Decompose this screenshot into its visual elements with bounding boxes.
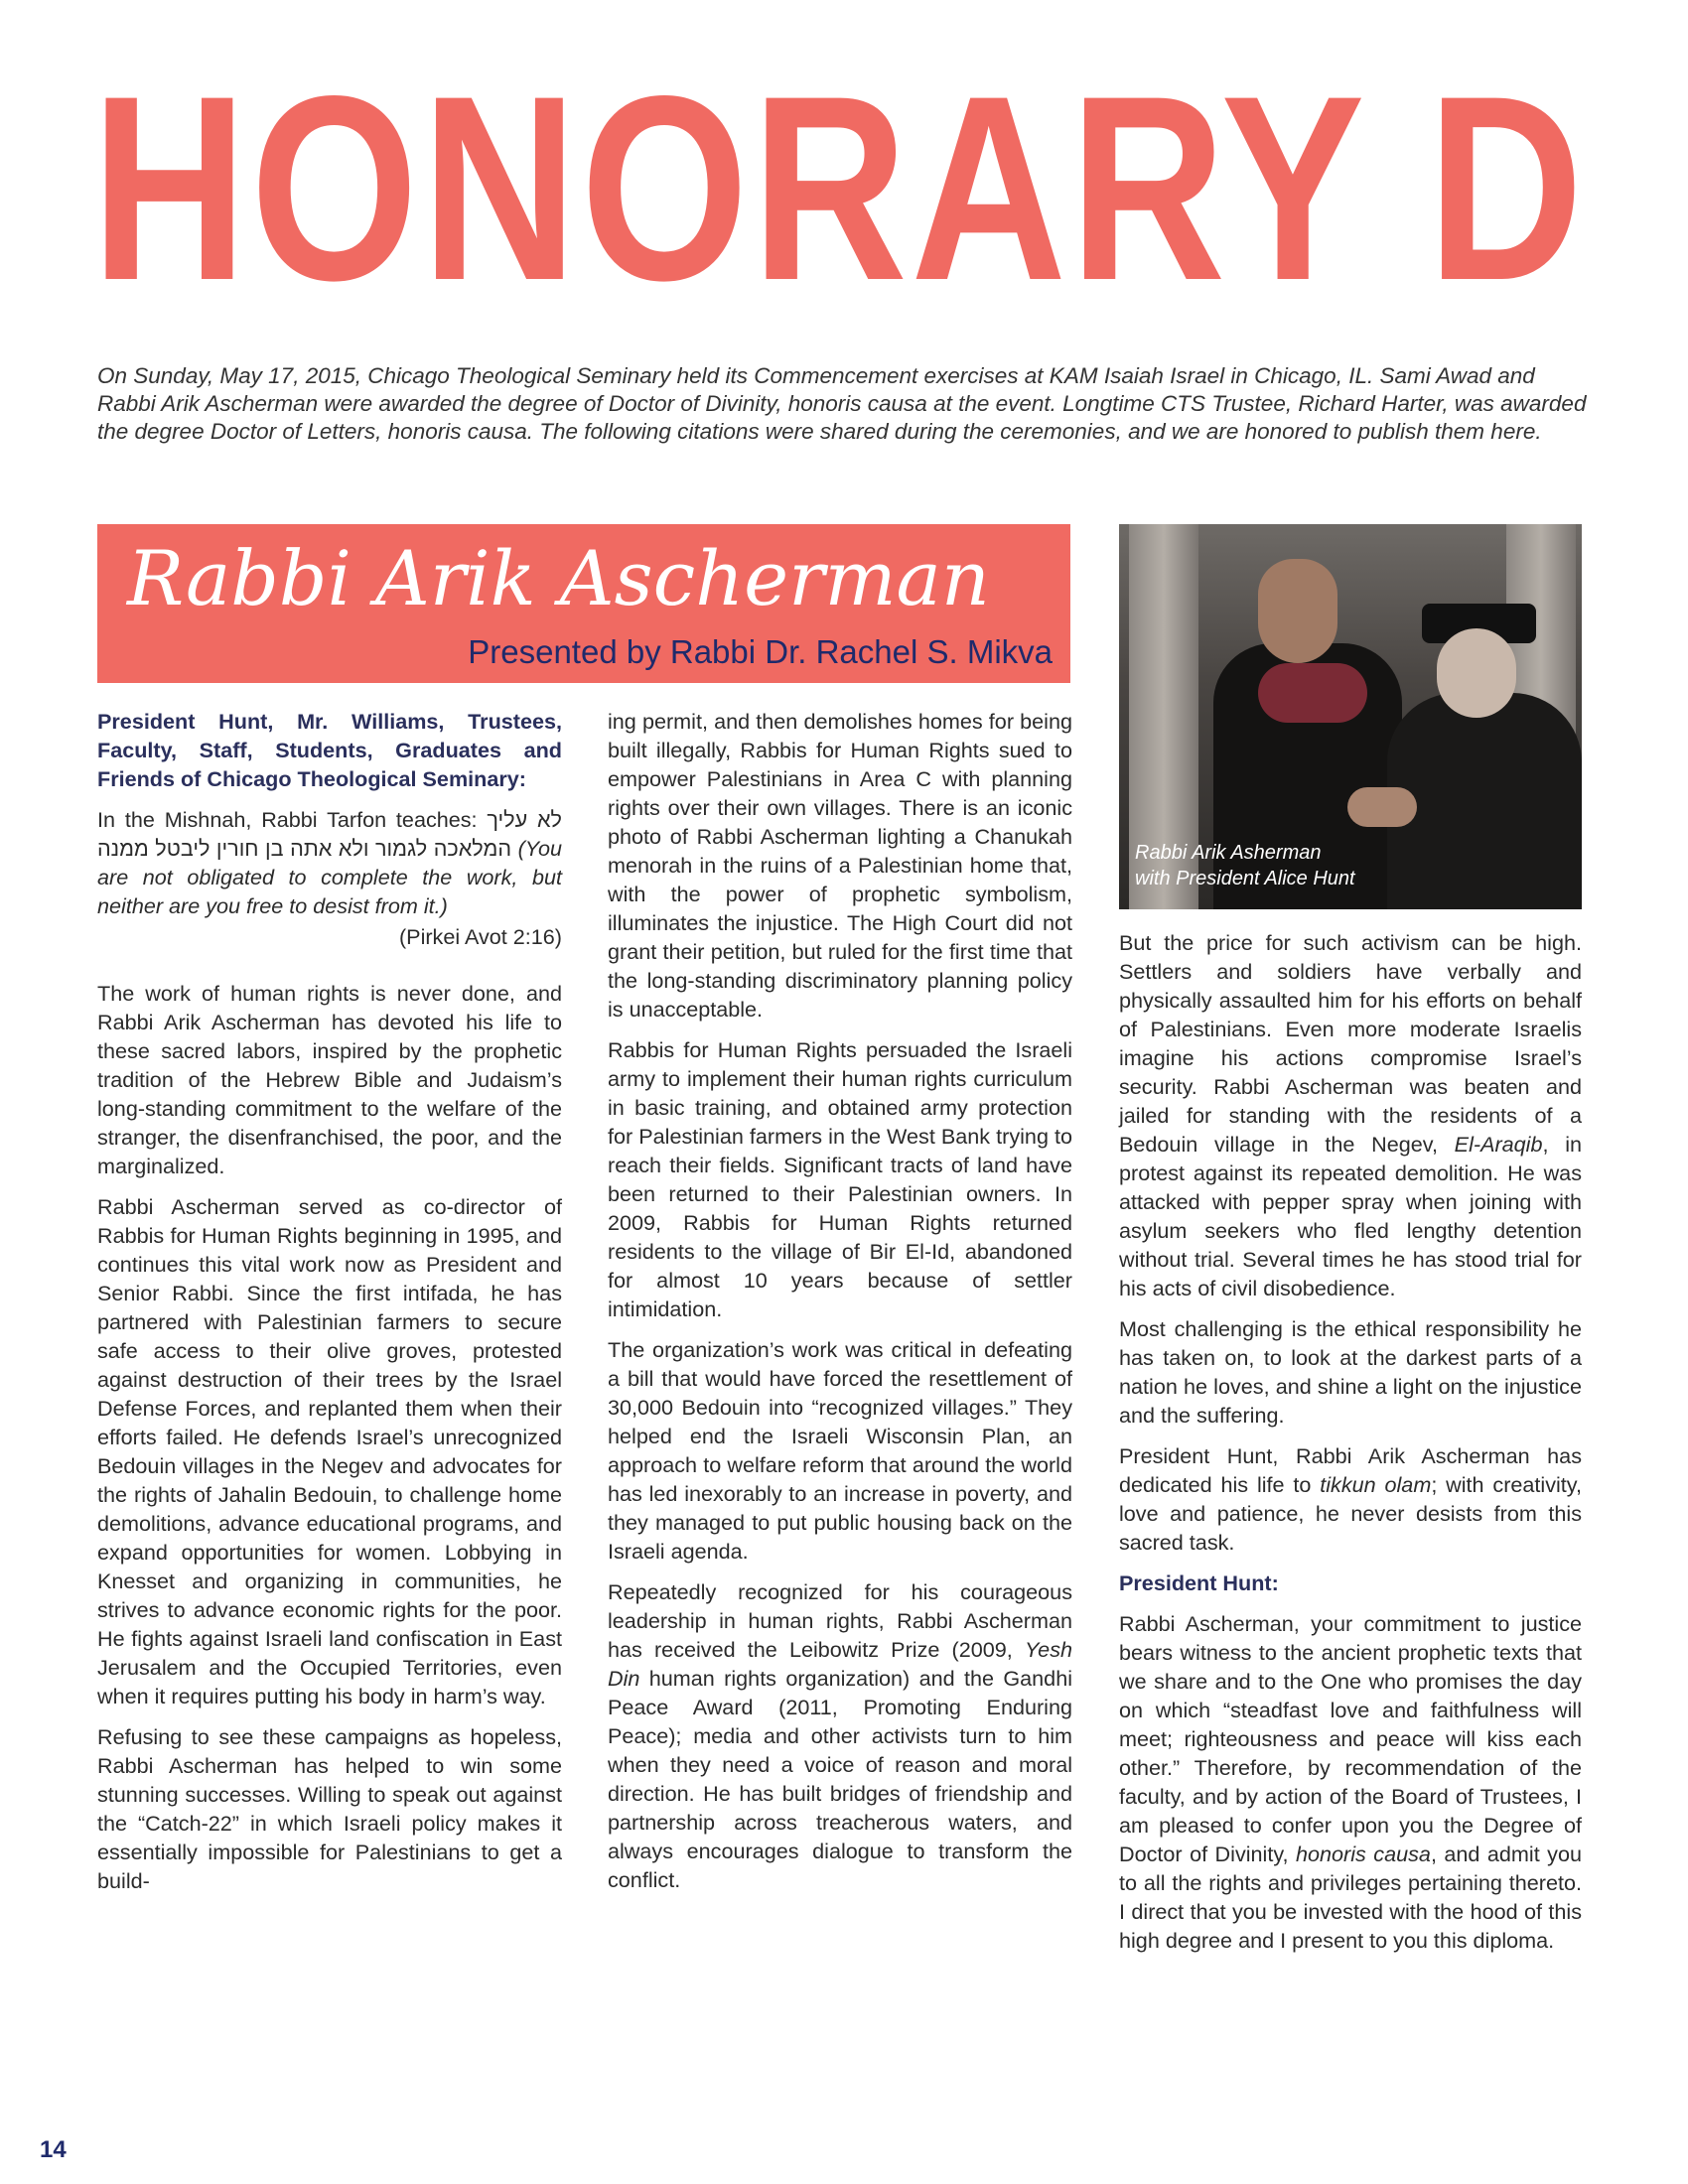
text-run-italic: tikkun olam [1320,1472,1432,1497]
paragraph [608,1577,1072,1894]
paragraph: The work of human rights is never done, and Rabbi Arik Ascherman has devoted his life to these sacred labors, inspired by the prophetic tradition of the Hebrew Bible and Judaism’s long-standing commitment to the welfare of the stranger, the disenfranchised, the poor, and the marginalized. [97,981,562,1178]
paragraph: ing permit, and then demolishes homes for being built illegally, Rabbis for Human Rights sued to empower Palestinians in Area C with planning rights over their own villages. There is an iconic photo of Rabbi Ascherman lighting a Chanukah menorah in the ruins of a Palestinian home that, with the power of prophetic symbolism, illuminates the injustice. The High Court did not grant their petition, but ruled for the first time that the long-standing discriminatory planning policy is unacceptable. [608,709,1072,1022]
mishnah-quote [97,805,562,920]
caption-line-1: Rabbi Arik Asherman [1135,842,1322,864]
honoree-name: Rabbi Arik Ascherman [127,534,990,622]
photo-head-rabbi [1258,559,1337,663]
text-run: human rights organization) and the Gandhi Peace Award (2011, Promoting Enduring Peace); media and other activists turn to him when they need a voice of reason and moral direction. He has built bridges of friendship and partnership across treacherous waters, and always encourages dialogue to transform the conflict. [608,1666,1072,1892]
mishnah-intro: In the Mishnah, Rabbi Tarfon teaches: [97,807,488,832]
paragraph: Refusing to see these campaigns as hopeless, Rabbi Ascherman has helped to win some stunning successes. Willing to speak out against the “Catch-22” in which Israeli policy makes it essentially impossible for Palestinians to get a build- [97,1724,562,1893]
paragraph: Rabbis for Human Rights persuaded the Israeli army to implement their human rights curriculum in basic training, and obtained army protection for Palestinian farmers in the West Bank trying to reach their fields. Significant tracts of land have been returned to their Palestinian owners. In 2009, Rabbis for Human Rights returned residents to the village of Bir El-Id, abandoned for almost 10 years because of settler intimidation. [608,1037,1072,1321]
text-run: , and admit you to all the rights and privileges pertaining thereto. I direct that you be invested with the hood of this high degree and I present to you this diploma. [1119,1842,1582,1953]
salutation: President Hunt, Mr. Williams, Trustees, Faculty, Staff, Students, Graduates and Friends of Chicago Theological Seminary: [97,709,562,791]
presenter-line: Presented by Rabbi Dr. Rachel S. Mikva [468,633,1053,670]
banner-heading [91,40,1688,338]
hebrew-text: לא עליך המלאכה לגמור ולא אתה בן חורין ליבטל ממנה [97,807,562,861]
honoree-photo [1119,524,1582,909]
title-box [97,524,1070,683]
column-3 [1119,928,1582,1967]
page-number: 14 [40,2136,67,2163]
text-run: Repeatedly recognized for his courageous leadership in human rights, Rabbi Ascherman has received the Leibowitz Prize (2009, [608,1579,1072,1662]
paragraph: The organization’s work was critical in defeating a bill that would have forced the resettlement of 30,000 Bedouin into “recognized villages.” They helped end the Israeli Wisconsin Plan, an approach to welfare reform that around the world has led inexorably to an increase in poverty, and they managed to put public housing back on the Israeli agenda. [608,1337,1072,1564]
paragraph [1119,928,1582,1302]
text-run: Rabbi Ascherman, your commitment to justice bears witness to the ancient prophetic texts that we share and to the One who promises the day on which “steadfast love and faithfulness will meet; righteousness and peace will kiss each other.” Therefore, by recommendation of the faculty, and by action of the Board of Trustees, I am pleased to confer upon you the Degree of Doctor of Divinity, [1119,1611,1582,1866]
column-2 [608,707,1072,1906]
quote-source: (Pirkei Avot 2:16) [398,924,562,949]
section-heading: President Hunt: [1119,1570,1279,1595]
paragraph: Rabbi Ascherman served as co-director of Rabbis for Human Rights beginning in 1995, and continues this vital work now as President and Senior Rabbi. Since the first intifada, he has partnered with Palestinian farmers to secure safe access to their olive groves, protested against destruction of their trees by the Israel Defense Forces, and replanted them when their efforts failed. He defends Israel’s unrecognized Bedouin villages in the Negev and advocates for the rights of Jahalin Bedouin, to challenge home demolitions, advance educational programs, and expand opportunities for women. Lobbying in Knesset and organizing in communities, he strives to advance economic rights for the poor. He fights against Israeli land confiscation in East Jerusalem and the Occupied Territories, even when it requires putting his body in harm’s way. [97,1194,562,1708]
photo-handshake [1347,787,1417,827]
paragraph [1119,1609,1582,1955]
text-run: , in protest against its repeated demolition. He was attacked with pepper spray when joining with asylum seekers who fled lengthy detention without trial. Several times he has stood trial for his acts of civil disobedience. [1119,1132,1583,1300]
text-run: But the price for such activism can be high. Settlers and soldiers have verbally and physically assaulted him for his efforts on behalf of Palestinians. Even more moderate Israelis imagine his actions compromise Israel’s security. Rabbi Ascherman was beaten and jailed for standing with the residents of a Bedouin village in the Negev, [1119,930,1582,1157]
banner-text: HONORARY D [91,42,1587,336]
text-run: ; with creativity, love and patience, he never desists from this sacred task. [1119,1472,1582,1555]
text-run-italic: Yesh Din [608,1637,1072,1691]
mishnah-translation: (You are not obligated to complete the work, but neither are you free to desist from it.) [97,836,563,918]
column-1 [97,707,562,1907]
text-run-italic: honoris causa [1296,1842,1431,1866]
text-run-italic: El-Araqib [1454,1132,1543,1157]
photo-head-president [1437,628,1516,718]
paragraph [1119,1441,1582,1557]
text-run: President Hunt, Rabbi Arik Ascherman has dedicated his life to [1119,1443,1582,1497]
intro-paragraph: On Sunday, May 17, 2015, Chicago Theological Seminary held its Commencement exercises at KAM Isaiah Israel in Chicago, IL. Sami Awad and Rabbi Arik Ascherman were awarded the degree of Doctor of Divinity, honoris causa at the event. Longtime CTS Trustee, Richard Harter, was awarded the degree Doctor of Letters, honoris causa. The following citations were shared during the ceremonies, and we are honored to publish them here. [97,363,1587,444]
photo-caption [1135,840,1355,891]
caption-line-2: with President Alice Hunt [1135,868,1355,889]
photo-hood [1258,663,1367,723]
photo-figure-president [1387,693,1582,909]
paragraph: Most challenging is the ethical responsibility he has taken on, to look at the darkest parts of a nation he loves, and shine a light on the injustice and the suffering. [1119,1316,1582,1428]
